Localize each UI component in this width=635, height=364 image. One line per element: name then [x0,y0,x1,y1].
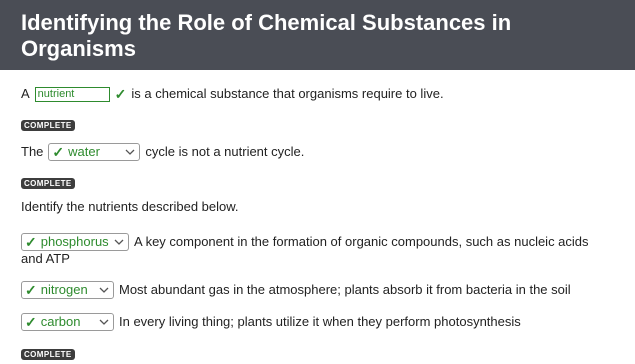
q3-item-3-row [21,313,521,331]
q3-item-1 [21,233,621,267]
page-title: Identifying the Role of Chemical Substances in Organisms [21,10,512,61]
q2-prefix: The [21,144,44,159]
check-icon: ✓ [25,234,37,250]
nutrient-dropdown-3[interactable] [21,313,114,331]
nutrient-dropdown-3-value [25,314,80,330]
q3-instruction: Identify the nutrients described below. [21,199,239,214]
check-icon: ✓ [114,86,127,102]
complete-badge: COMPLETE [21,178,75,189]
complete-badge: COMPLETE [21,349,75,360]
q3-item-2 [21,281,571,299]
check-icon: ✓ [25,282,37,298]
question-1 [21,86,444,102]
nutrient-dropdown-2[interactable] [21,281,114,299]
q2-suffix: cycle is not a nutrient cycle. [145,144,305,159]
nutrient-dropdown-1-value [25,234,109,250]
q3-status [21,344,75,362]
q1-suffix: is a chemical substance that organisms require to live. [131,86,444,101]
q3-item-2-row [21,281,571,299]
complete-badge: COMPLETE [21,120,75,131]
question-2-sentence [21,143,304,161]
check-icon: ✓ [25,314,37,330]
chevron-down-icon [99,317,109,327]
chevron-down-icon [125,147,135,157]
nutrient-dropdown-1[interactable] [21,233,129,251]
q3-item-1-row [21,233,621,251]
nutrient-selected-value-3: carbon [40,314,81,329]
q3-item-3 [21,313,521,331]
question-2 [21,143,304,161]
cycle-dropdown[interactable] [48,143,140,161]
check-icon: ✓ [52,144,65,160]
chevron-down-icon [114,237,124,247]
cycle-selected-value: water [68,144,100,159]
question-1-sentence [21,86,444,102]
nutrient-dropdown-2-value [25,282,88,298]
q1-prefix: A [21,86,30,101]
nutrient-description-2: Most abundant gas in the atmosphere; plants absorb it from bacteria in the soil [119,282,571,297]
q1-status [21,115,75,133]
nutrient-selected-value-1: phosphorus [40,234,109,249]
nutrient-description-1: A key component in the formation of organic compounds, such as nucleic acids [134,234,589,249]
cycle-dropdown-value [52,144,100,160]
chevron-down-icon [99,285,109,295]
nutrient-answer-field[interactable]: nutrient [35,87,110,102]
nutrient-description-3: In every living thing; plants utilize it when they perform photosynthesis [119,314,521,329]
q2-status [21,173,75,191]
nutrient-description-1-continued: and ATP [21,251,70,266]
nutrient-selected-value-2: nitrogen [40,282,88,297]
page-header [0,0,635,70]
